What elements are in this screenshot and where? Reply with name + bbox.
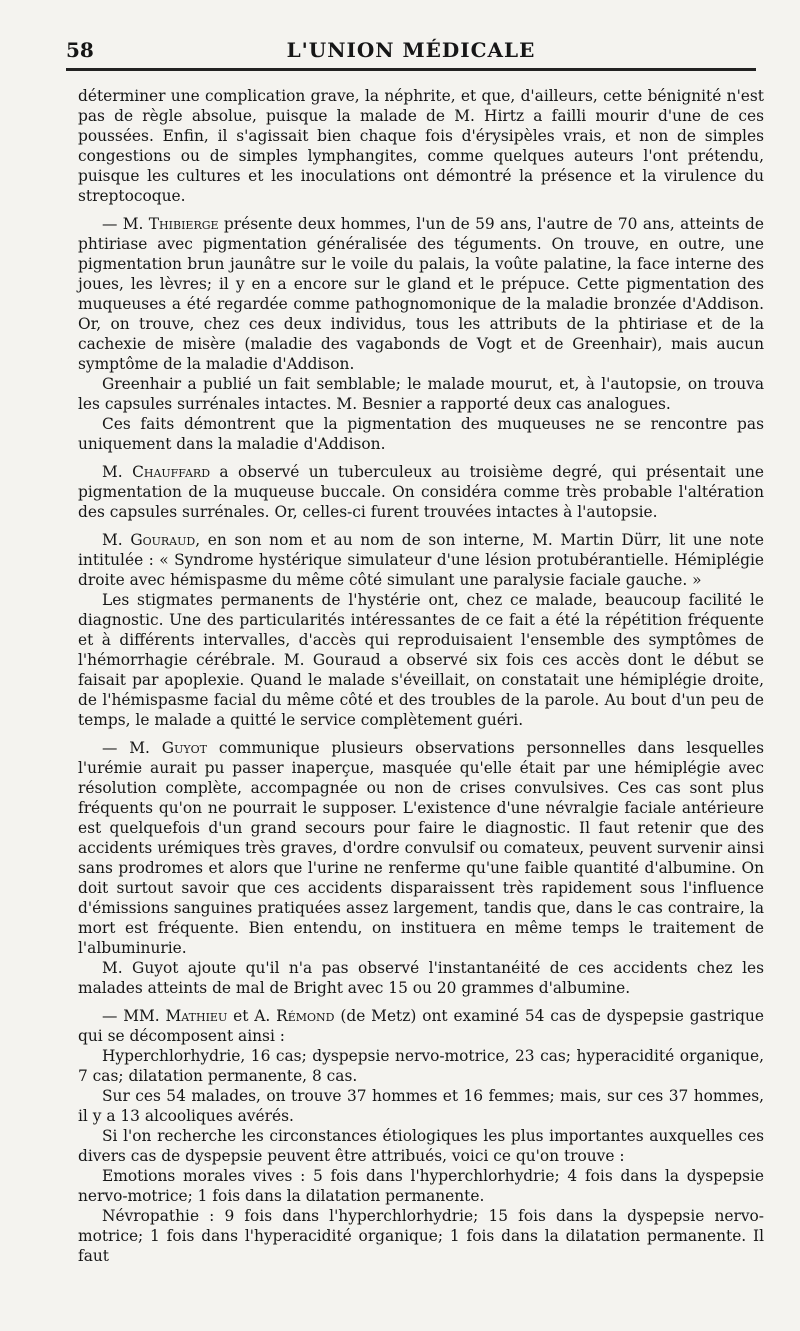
author-name: Rémond: [276, 1007, 335, 1025]
author-name: Mathieu: [165, 1007, 228, 1025]
paragraph: — M. Thibierge présente deux hommes, l'un de 59 ans, l'autre de 70 ans, atteints de phtiriase avec pigmentation généralisée des téguments. On trouve, en outre, une pigmentation brun jaunâtre sur le voile du palais, la voûte palatine, la face interne des joues, les lèvres; il y en a encore sur le gland et le prépuce. Cette pigmentation des muqueuses a été regardée comme pathognomonique de la maladie bronzée d'Addison. Or, on trouve, chez ces deux individus, tous les attributs de la phtiriase et de la cachexie de misère (maladie des vagabonds de Vogt et de Greenhair), mais aucun symptôme de la maladie d'Addison.: [78, 215, 764, 373]
paragraph: Sur ces 54 malades, on trouve 37 hommes et 16 femmes; mais, sur ces 37 hommes, il y a 13 alcooliques avérés.: [78, 1087, 764, 1125]
author-name: Chauffard: [132, 463, 211, 481]
article-body: [78, 86, 764, 1266]
paragraph: Hyperchlorhydrie, 16 cas; dyspepsie nervo-motrice, 23 cas; hyperacidité organique, 7 cas; dilatation permanente, 8 cas.: [78, 1047, 764, 1085]
paragraph: M. Chauffard a observé un tuberculeux au troisième degré, qui présentait une pigmentation de la muqueuse buccale. On considéra comme très probable l'altération des capsules surrénales. Or, celles-ci furent trouvées intactes à l'autopsie.: [78, 463, 765, 521]
paragraph: M. Guyot ajoute qu'il n'a pas observé l'instantanéité de ces accidents chez les malades atteints de mal de Bright avec 15 ou 20 grammes d'albumine.: [78, 959, 764, 997]
paragraph: Emotions morales vives : 5 fois dans l'hyperchlorhydrie; 4 fois dans la dyspepsie nervo-motrice; 1 fois dans la dilatation permanente.: [78, 1167, 764, 1205]
paragraph: M. Gouraud, en son nom et au nom de son interne, M. Martin Dürr, lit une note intitulée : « Syndrome hystérique simulateur d'une lésion protubérantielle. Hémiplégie droite avec hémispasme du même côté simulant une paralysie faciale gauche. »: [78, 531, 764, 589]
paragraph: Si l'on recherche les circonstances étiologiques les plus importantes auxquelles ces divers cas de dyspepsie peuvent être attribués, voici ce qu'on trouve :: [78, 1127, 764, 1165]
paragraph: — M. Guyot communique plusieurs observations personnelles dans lesquelles l'urémie aurait pu passer inaperçue, masquée qu'elle était par une hémiplégie avec résolution complète, accompagnée ou non de crises convulsives. Ces cas sont plus fréquents qu'on ne pourrait le supposer. L'existence d'une névralgie faciale antérieure est quelquefois d'un grand secours pour faire le diagnostic. Il faut retenir que des accidents urémiques très graves, d'ordre convulsif ou comateux, peuvent survenir ainsi sans prodromes et alors que l'urine ne renferme qu'une faible quantité d'albumine. On doit surtout savoir que ces accidents disparaissent très rapidement sous l'influence d'émissions sanguines pratiquées assez largement, tandis que, dans le cas contraire, la mort est fréquente. Bien entendu, on instituera en même temps le traitement de l'albuminurie.: [78, 739, 764, 957]
paragraph: Greenhair a publié un fait semblable; le malade mourut, et, à l'autopsie, on trouva les capsules surrénales intactes. M. Besnier a rapporté deux cas analogues.: [78, 375, 764, 413]
paragraph: — MM. Mathieu et A. Rémond (de Metz) ont examiné 54 cas de dyspepsie gastrique qui se décomposent ainsi :: [78, 1007, 764, 1045]
paragraph: Névropathie : 9 fois dans l'hyperchlorhydrie; 15 fois dans la dyspepsie nervo-motrice; 1 fois dans l'hyperacidité organique; 1 fois dans la dilatation permanente. Il faut: [78, 1207, 764, 1265]
header-rule: [66, 68, 756, 71]
paragraph: déterminer une complication grave, la néphrite, et que, d'ailleurs, cette bénignité n'est pas de règle absolue, puisque la malade de M. Hirtz a failli mourir d'une de ces poussées. Enfin, il s'agissait bien chaque fois d'érysipèles vrais, et non de simples congestions ou de simples lymphangites, comme quelques auteurs l'ont prétendu, puisque les cultures et les inoculations ont démontré la présence et la virulence du streptocoque.: [78, 87, 764, 205]
page-number: 58: [66, 38, 94, 62]
journal-title: L'UNION MÉDICALE: [286, 38, 536, 62]
page-header: [66, 38, 756, 66]
paragraph: Ces faits démontrent que la pigmentation des muqueuses ne se rencontre pas uniquement dans la maladie d'Addison.: [78, 415, 764, 453]
paragraph: Les stigmates permanents de l'hystérie ont, chez ce malade, beaucoup facilité le diagnostic. Une des particularités intéressantes de ce fait a été la répétition fréquente et à différents intervalles, d'accès qui reproduisaient l'ensemble des symptômes de l'hémorrhagie cérébrale. M. Gouraud a observé six fois ces accès dont le début se faisait par apoplexie. Quand le malade s'éveillait, on constatait une hémiplégie droite, de l'hémispasme facial du même côté et des troubles de la parole. Au bout d'un peu de temps, le malade a quitté le service complètement guéri.: [78, 591, 764, 729]
author-name: Guyot: [161, 739, 207, 757]
author-name: Gouraud: [130, 531, 196, 549]
author-name: Thibierge: [148, 215, 219, 233]
